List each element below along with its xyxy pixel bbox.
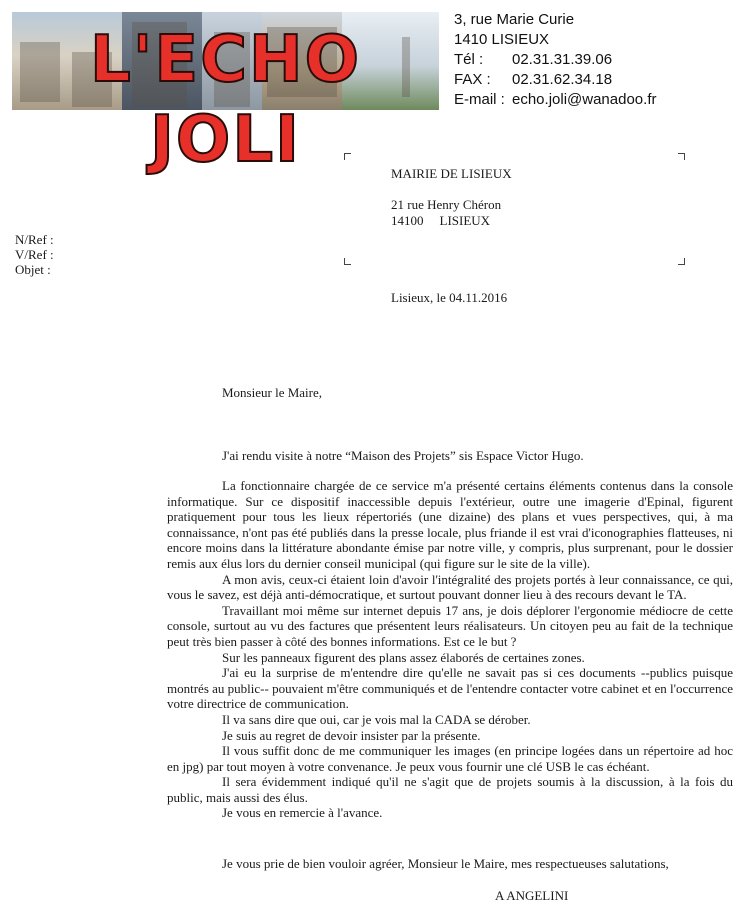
body-paragraph: A mon avis, ceux-ci étaient loin d'avoir l'intégralité des projets portés à leur connaissance, ce qui, vous le savez, est déjà anti-démocratique, et surtout pouvant donner lieu à des recours devant le TA. (167, 571, 733, 603)
salutation: Monsieur le Maire, (222, 385, 323, 400)
logo-banner (12, 12, 439, 177)
sender-contact (454, 10, 656, 110)
body-paragraph: Je vous en remercie à l'avance. (222, 805, 383, 821)
closing-formula: Je vous prie de bien vouloir agréer, Monsieur le Maire, mes respectueuses salutations, (222, 856, 669, 871)
window-corner-mark (678, 153, 685, 160)
sender-address-line2: 1410 LISIEUX (454, 31, 550, 48)
window-corner-mark (344, 153, 351, 160)
body-paragraph: Il va sans dire que oui, car je vois mal la CADA se dérober. (222, 711, 531, 727)
body-paragraph: Je suis au regret de devoir insister par la présente. (222, 727, 481, 743)
body-paragraph: J'ai rendu visite à notre “Maison des Projets” sis Espace Victor Hugo. (222, 448, 584, 463)
body-paragraph: Il sera évidemment indiqué qu'il ne s'agit que de projets soumis à la discussion, à la fois du public, mais aussi des élus. (167, 774, 733, 805)
body-paragraph: J'ai eu la surprise de m'entendre dire qu'elle ne savait pas si ces documents --publics puisque montrés au public-- pouvaient m'être communiqués et de l'entendre contacter votre cabinet et en l'occurrence votre directrice de communication. (167, 665, 733, 712)
signature: A ANGELINI (495, 888, 569, 903)
logo-wordmark: L'ECHO JOLI (89, 23, 362, 177)
letter-date: Lisieux, le 04.11.2016 (391, 290, 508, 305)
body-paragraph: Sur les panneaux figurent des plans assez élaborés de certaines zones. (222, 649, 585, 665)
body-paragraph: La fonctionnaire chargée de ce service m'a présenté certains éléments contenus dans la console informatique. Sur ce dispositif inaccessible depuis l'extérieur, outre une imagerie d'Epinal, figurent pratiquement pour tous les lieux répertoriés (une dizaine) des plans et vues perspectives, qui, à ma connaissance, n'ont pas été publiés dans la presse locale, plus friande il est vrai d'iconographies flatteuses, ni encore moins dans la littérature abondante émise par notre ville, y compris, plus surprenant, pour le dossier remis aux élus lors du dernier conseil municipal (qui figure sur le site de la ville). (167, 478, 733, 571)
window-corner-mark (678, 258, 685, 265)
window-corner-mark (344, 258, 351, 265)
sender-tel: Tél : 02.31.31.39.06 (454, 51, 613, 68)
sender-email: E-mail : echo.joli@wanadoo.fr (454, 91, 657, 108)
recipient-street: 21 rue Henry Chéron (391, 197, 502, 212)
recipient-city-line: 14100 LISIEUX (391, 213, 491, 228)
body-paragraph: Travaillant moi même sur internet depuis 17 ans, je dois déplorer l'ergonomie médiocre de cette console, surtout au vu des factures que présentent leurs réalisateurs. Un citoyen peu au fait de la technique peut très bien passer à côté des bonnes informations. Est ce le but ? (167, 602, 733, 649)
ref-vref: V/Ref : (15, 247, 54, 262)
ref-nref: N/Ref : (15, 232, 54, 247)
sender-address-line1: 3, rue Marie Curie (454, 11, 575, 28)
sender-fax: FAX : 02.31.62.34.18 (454, 71, 613, 88)
body-paragraph: Il vous suffit donc de me communiquer les images (en principe logées dans un répertoire ad hoc en jpg) par tout moyen à votre convenance. Je peux vous fournir une clé USB le cas échéant. (167, 743, 733, 774)
recipient-name: MAIRIE DE LISIEUX (391, 166, 512, 181)
ref-objet: Objet : (15, 262, 51, 277)
letter-body (167, 478, 733, 821)
